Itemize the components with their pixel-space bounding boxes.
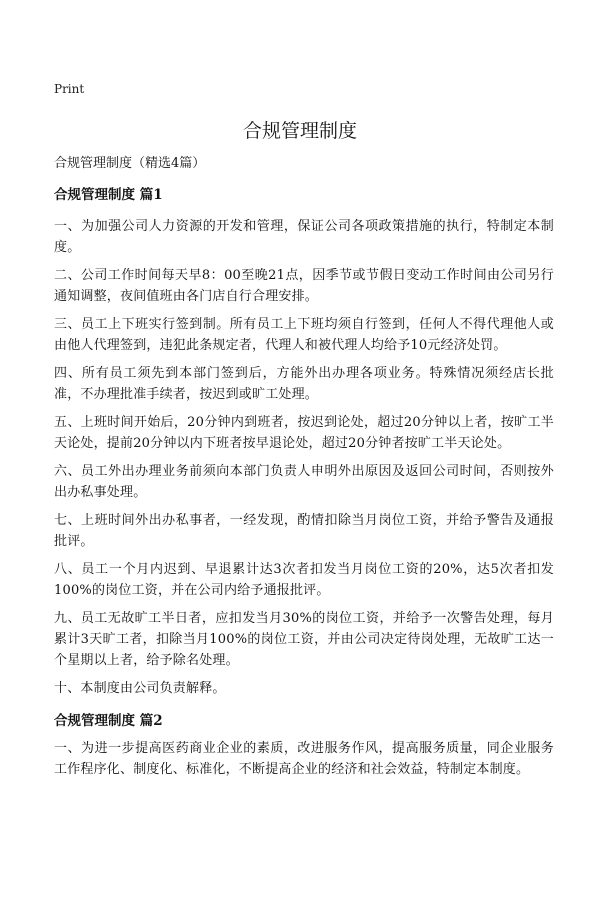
section-heading-2: 合规管理制度 篇2 <box>54 713 163 729</box>
paragraph-1-6: 六、员工外出办理业务前须向本部门负责人申明外出原因及返回公司时间，否则按外出办私事处理。 <box>54 464 554 500</box>
paragraph-1-8: 八、员工一个月内迟到、早退累计达3次者扣发当月岗位工资的20%，达5次者扣发100%的岗位工资，并在公司内给予通报批评。 <box>54 562 554 598</box>
paragraph-1-3: 三、员工上下班实行签到制。所有员工上下班均须自行签到，任何人不得代理他人或由他人代理签到，违犯此条规定者，代理人和被代理人均给予10元经济处罚。 <box>54 317 554 353</box>
paragraph-1-2: 二、公司工作时间每天早8：00至晚21点，因季节或节假日变动工作时间由公司另行通知调整，夜间值班由各门店自行合理安排。 <box>54 268 554 304</box>
paragraph-1-9: 九、员工无故旷工半日者，应扣发当月30%的岗位工资，并给予一次警告处理，每月累计3天旷工者，扣除当月100%的岗位工资，并由公司决定待岗处理，无故旷工达一个星期以上者，给予除名处理。 <box>54 611 554 668</box>
paragraph-1-1: 一、为加强公司人力资源的开发和管理，保证公司各项政策措施的执行，特制定本制度。 <box>54 219 554 255</box>
paragraph-1-4: 四、所有员工须先到本部门签到后，方能外出办理各项业务。特殊情况须经店长批准，不办理批准手续者，按迟到或旷工处理。 <box>54 366 554 402</box>
page-title: 合规管理制度 <box>242 120 357 142</box>
paragraph-1-5: 五、上班时间开始后，20分钟内到班者，按迟到论处，超过20分钟以上者，按旷工半天论处，提前20分钟以内下班者按早退论处，超过20分钟者按旷工半天论处。 <box>54 415 554 451</box>
paragraph-1-10: 十、本制度由公司负责解释。 <box>54 681 226 696</box>
document-subtitle: 合规管理制度（精选4篇） <box>54 156 206 171</box>
print-link[interactable]: Print <box>54 82 85 96</box>
section-heading-1: 合规管理制度 篇1 <box>54 187 163 203</box>
paragraph-1-7: 七、上班时间外出办私事者，一经发现，酌情扣除当月岗位工资，并给予警告及通报批评。 <box>54 513 554 549</box>
paragraph-2-1: 一、为进一步提高医药商业企业的素质，改进服务作风，提高服务质量，同企业服务工作程序化、制度化、标准化，不断提高企业的经济和社会效益，特制定本制度。 <box>54 741 554 777</box>
